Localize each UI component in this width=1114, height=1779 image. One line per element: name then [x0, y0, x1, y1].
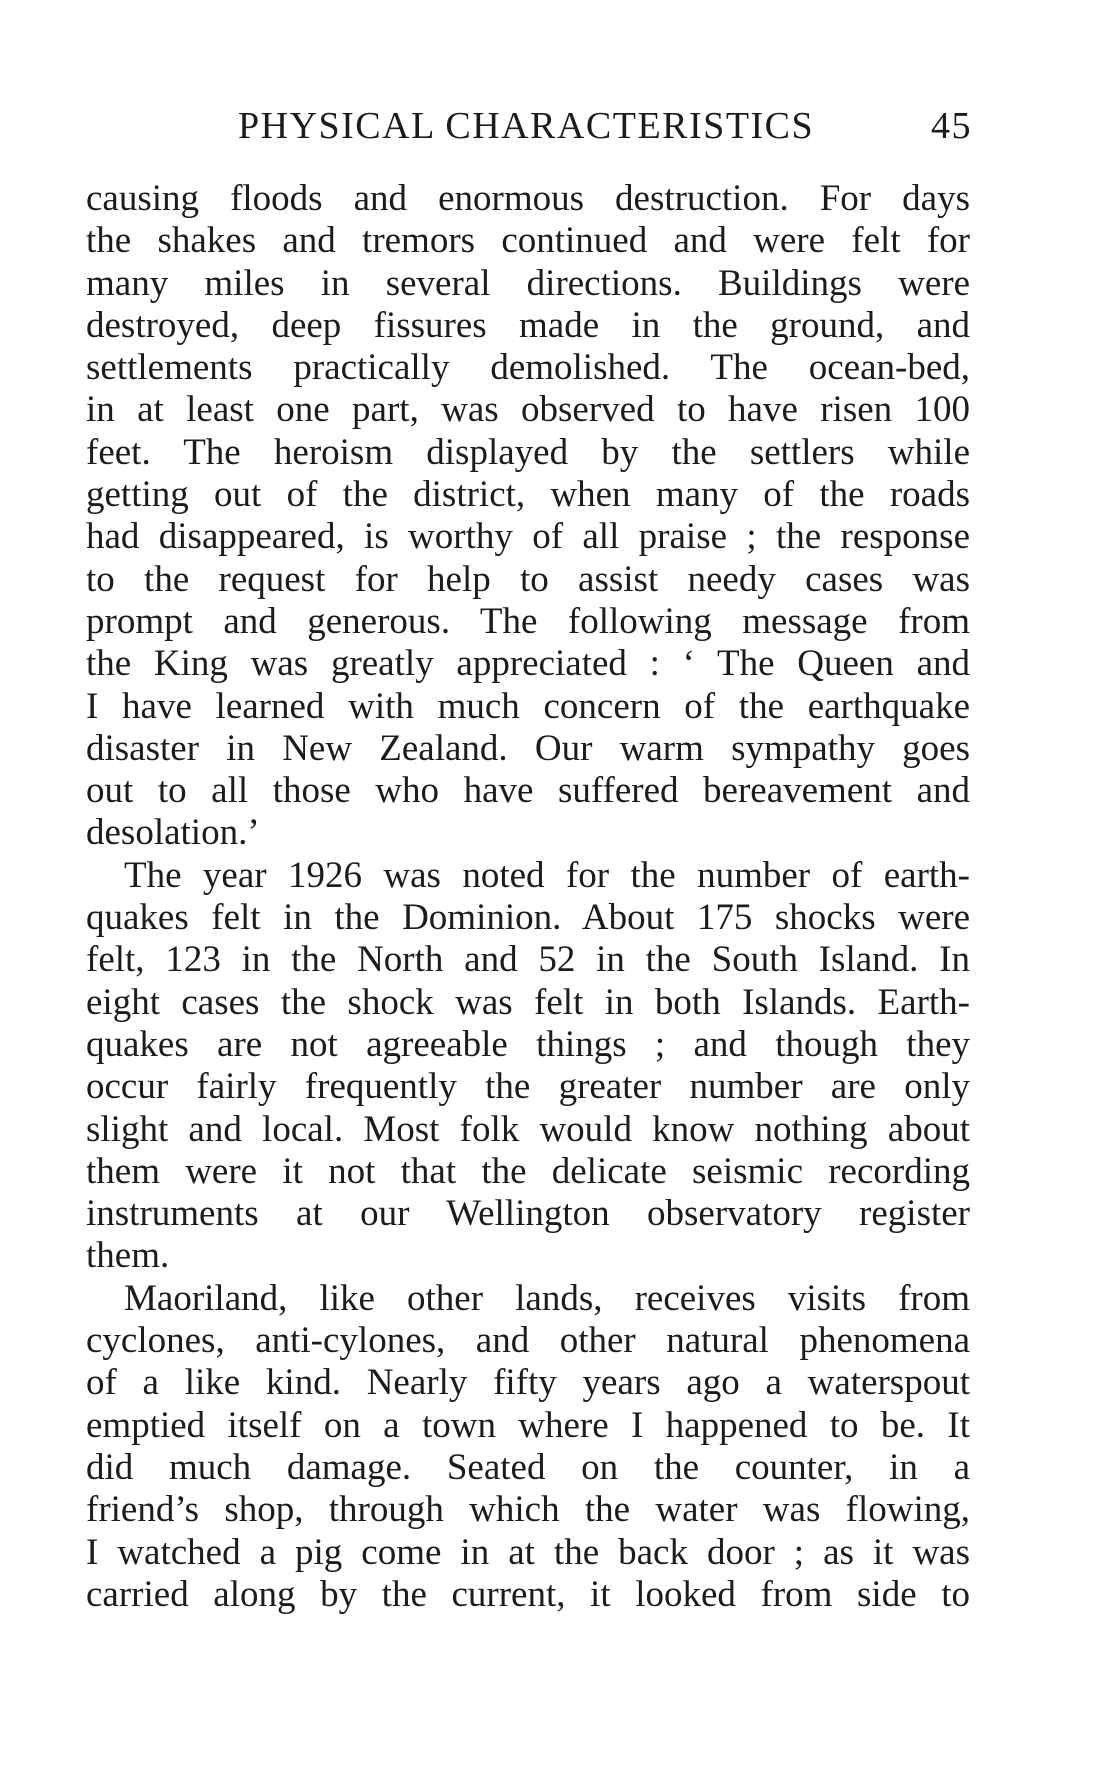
text-line: The year 1926 was noted for the number of earth- — [124, 854, 970, 896]
running-head-title: PHYSICAL CHARACTERISTICS — [238, 105, 815, 147]
text-line: carried along by the current, it looked from side to — [86, 1573, 970, 1615]
text-line: them were it not that the delicate seismic recording — [86, 1150, 970, 1192]
text-line: felt, 123 in the North and 52 in the South Island. In — [86, 939, 970, 981]
body-text — [86, 178, 970, 1616]
text-line: had disappeared, is worthy of all praise ; the response — [86, 516, 970, 558]
text-line: occur fairly frequently the greater number are only — [86, 1066, 970, 1108]
text-line: emptied itself on a town where I happened to be. It — [86, 1404, 970, 1446]
text-line: instruments at our Wellington observatory register — [86, 1193, 970, 1235]
text-line: cyclones, anti-cylones, and other natural phenomena — [86, 1320, 970, 1362]
text-line: friend’s shop, through which the water was flowing, — [86, 1489, 970, 1531]
text-line: did much damage. Seated on the counter, in a — [86, 1446, 970, 1488]
text-line: eight cases the shock was felt in both Islands. Earth- — [86, 981, 970, 1023]
text-line: I watched a pig come in at the back door ; as it was — [86, 1531, 970, 1573]
text-line: prompt and generous. The following message from — [86, 600, 970, 642]
text-line: to the request for help to assist needy cases was — [86, 558, 970, 600]
text-line: many miles in several directions. Buildings were — [86, 262, 970, 304]
text-line: in at least one part, was observed to have risen 100 — [86, 389, 970, 431]
text-line: quakes are not agreeable things ; and though they — [86, 1023, 970, 1065]
text-line: disaster in New Zealand. Our warm sympathy goes — [86, 727, 970, 769]
text-line: feet. The heroism displayed by the settlers while — [86, 431, 970, 473]
text-line: I have learned with much concern of the earthquake — [86, 685, 970, 727]
text-line: getting out of the district, when many of the roads — [86, 474, 970, 516]
text-line: destroyed, deep fissures made in the ground, and — [86, 304, 970, 346]
text-line: slight and local. Most folk would know nothing about — [86, 1108, 970, 1150]
text-line: the shakes and tremors continued and were felt for — [86, 220, 970, 262]
text-line: of a like kind. Nearly fifty years ago a waterspout — [86, 1362, 970, 1404]
text-line: out to all those who have suffered bereavement and — [86, 770, 970, 812]
text-line: the King was greatly appreciated : ‘ The Queen and — [86, 643, 970, 685]
text-line: causing floods and enormous destruction. For days — [86, 178, 970, 219]
text-line: settlements practically demolished. The ocean-bed, — [86, 347, 970, 389]
text-line: desolation.’ — [86, 812, 260, 854]
text-line: quakes felt in the Dominion. About 175 shocks were — [86, 897, 970, 939]
text-line: Maoriland, like other lands, receives visits from — [124, 1277, 970, 1319]
text-line: them. — [86, 1235, 170, 1277]
page-number: 45 — [931, 105, 972, 147]
running-head — [86, 104, 972, 150]
